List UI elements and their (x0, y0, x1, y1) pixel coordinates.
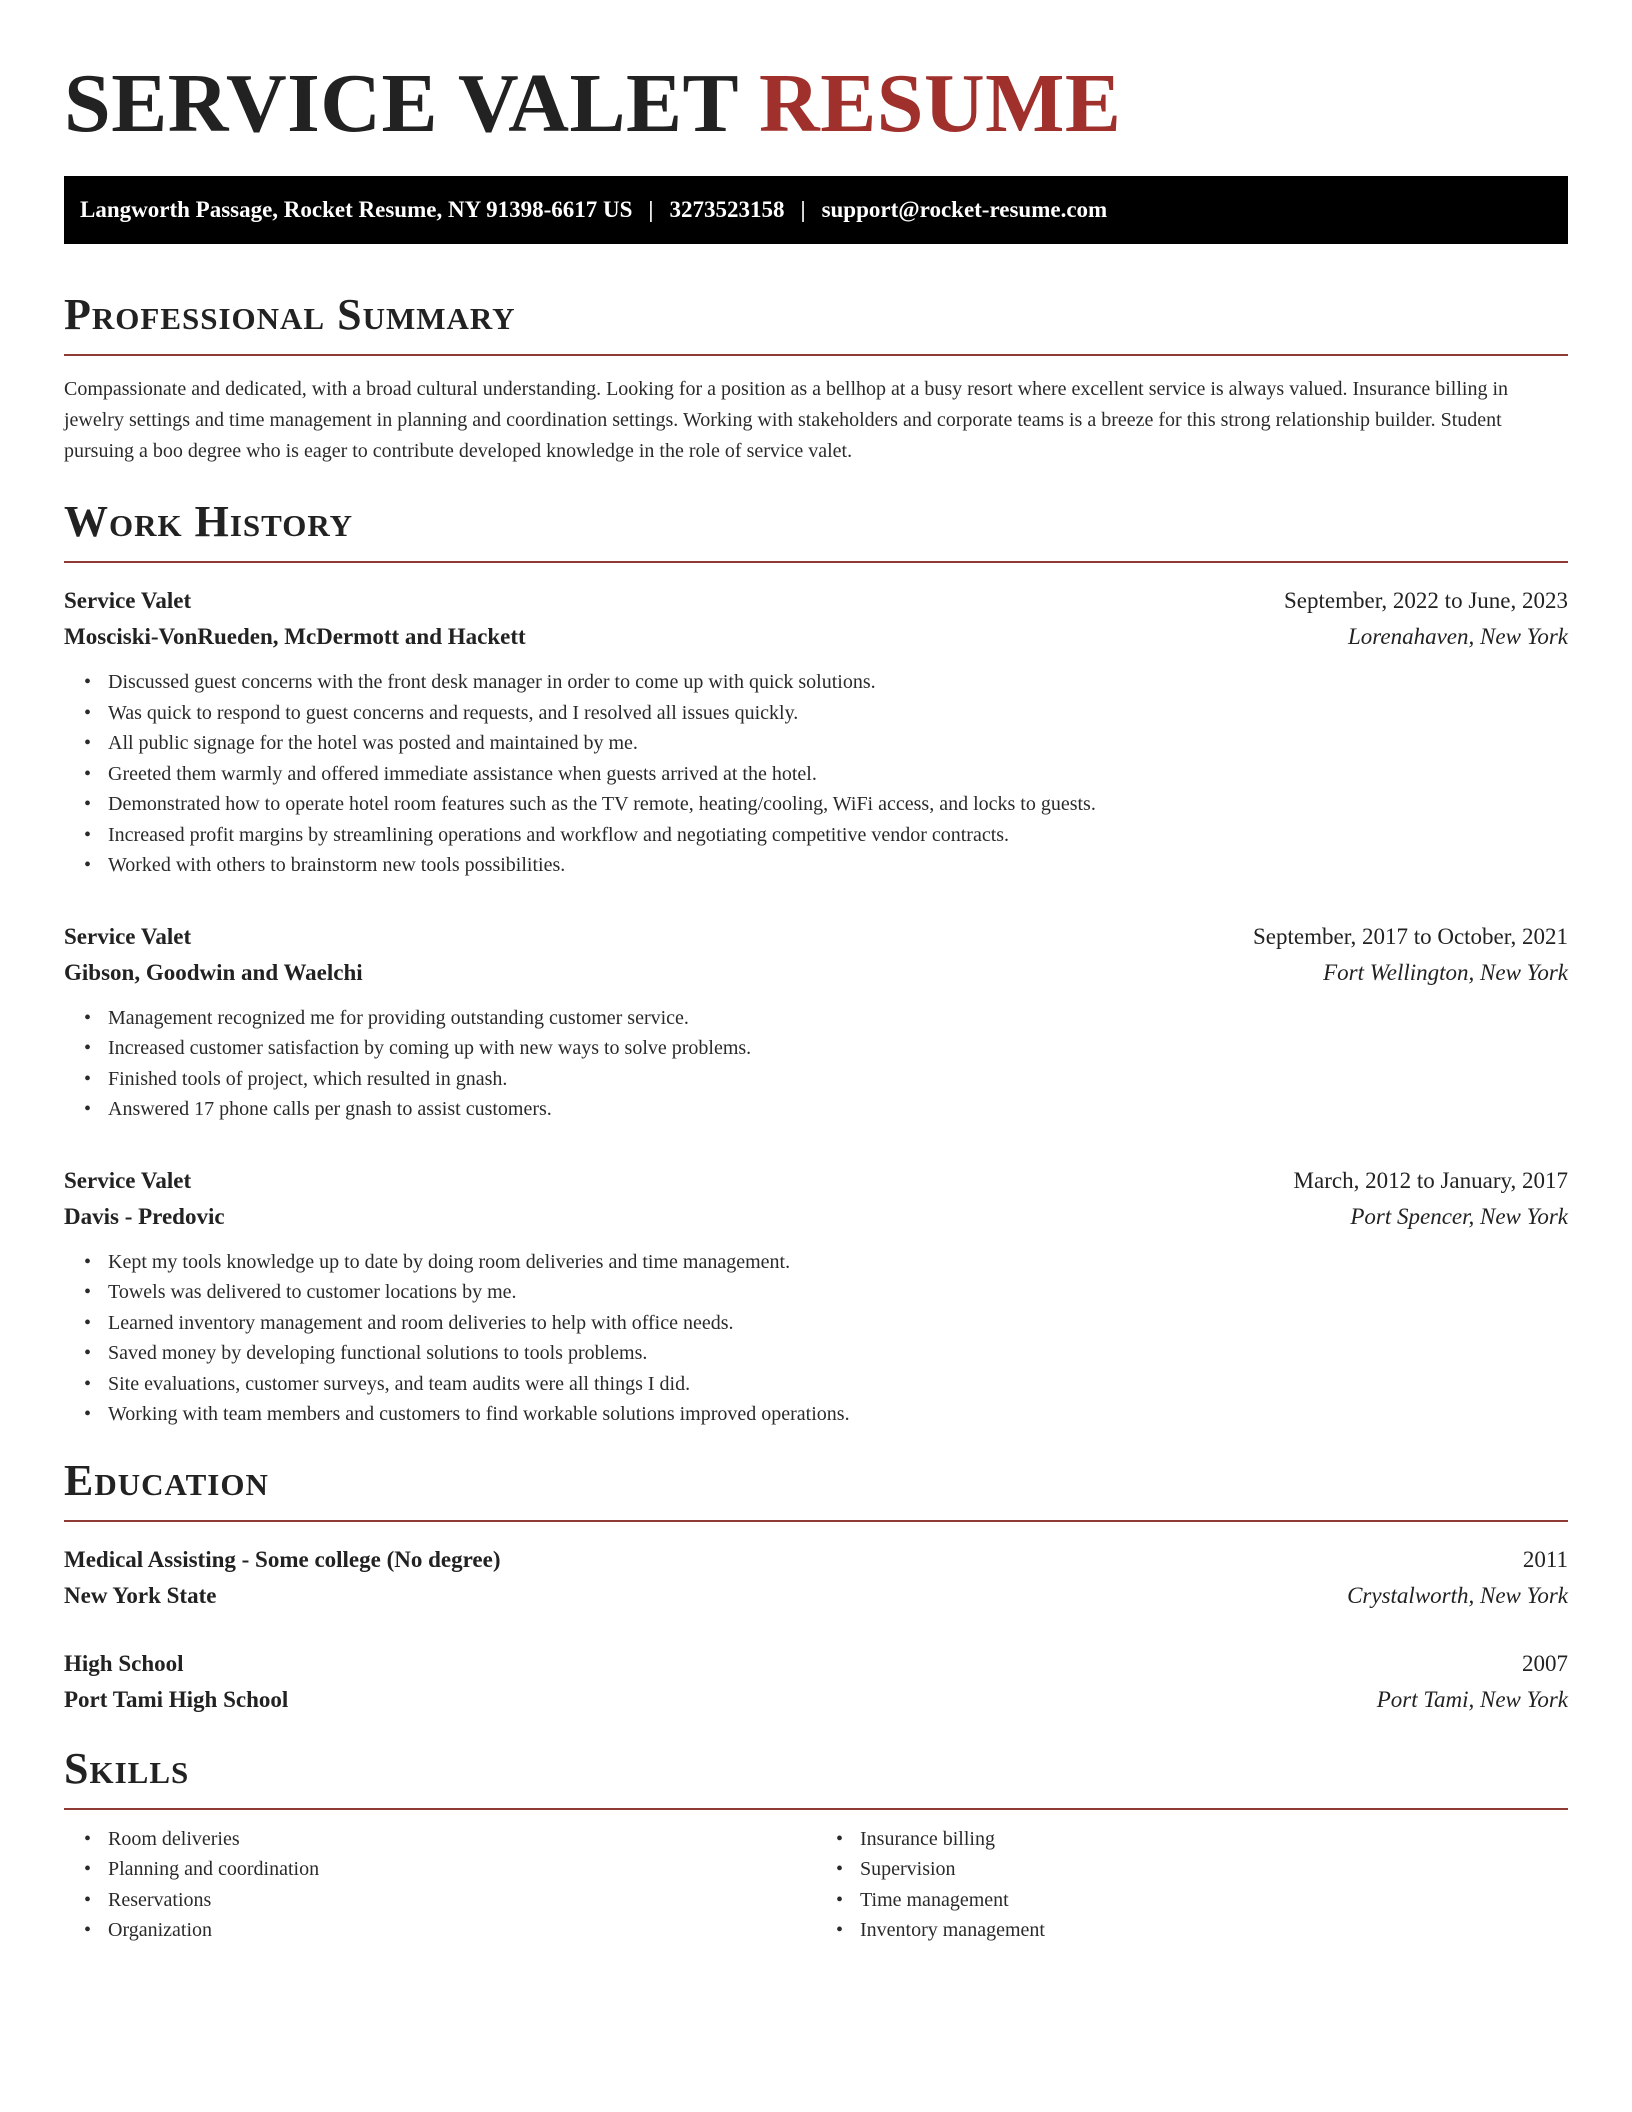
skills-grid (64, 1824, 1568, 1946)
job-location: Fort Wellington, New York (1323, 959, 1568, 985)
skills-heading: Skills (64, 1744, 1568, 1810)
job-title: Service Valet (64, 588, 192, 613)
job-dates: September, 2017 to October, 2021 (1253, 923, 1568, 949)
education-location: Port Tami, New York (1376, 1686, 1568, 1712)
education-header (64, 1646, 1568, 1682)
job-header (64, 919, 1568, 955)
skill-item: • Inventory management (860, 1915, 1568, 1946)
education-school: New York State (64, 1582, 217, 1608)
job-bullet: • All public signage for the hotel was posted and maintained by me. (108, 728, 1568, 759)
job-bullet: • Worked with others to brainstorm new tools possibilities. (108, 850, 1568, 881)
education-entry (64, 1542, 1568, 1614)
job-bullet: • Was quick to respond to guest concerns and requests, and I resolved all issues quickly. (108, 698, 1568, 729)
education-heading: Education (64, 1456, 1568, 1522)
job-bullet: • Demonstrated how to operate hotel room features such as the TV remote, heating/cooling, WiFi access, and locks to guests. (108, 789, 1568, 820)
summary-heading: Professional Summary (64, 290, 1568, 356)
skill-item: • Room deliveries (108, 1824, 816, 1855)
education-year: 2011 (1522, 1546, 1568, 1572)
contact-separator: | (800, 197, 806, 222)
summary-section (64, 290, 1568, 467)
job-bullet: • Management recognized me for providing outstanding customer service. (108, 1003, 1568, 1034)
job-bullets (64, 667, 1568, 881)
skill-item: • Planning and coordination (108, 1854, 816, 1885)
job-subheader (64, 619, 1568, 655)
job-title: Service Valet (64, 1167, 192, 1193)
job-bullet: • Learned inventory management and room deliveries to help with office needs. (108, 1308, 1568, 1339)
education-degree: Medical Assisting - Some college (No degree) (64, 1546, 501, 1572)
education-subheader (64, 1682, 1568, 1718)
job-bullet: • Answered 17 phone calls per gnash to assist customers. (108, 1094, 1568, 1125)
education-section (64, 1456, 1568, 1718)
contact-bar (64, 176, 1568, 244)
job-bullet: • Saved money by developing functional solutions to tools problems. (108, 1338, 1568, 1369)
contact-phone: 3273523158 (669, 197, 785, 222)
job-entry (64, 919, 1568, 1125)
job-location: Lorenahaven, New York (1348, 624, 1568, 649)
job-bullet: • Working with team members and customers to find workable solutions improved operations. (108, 1399, 1568, 1430)
job-bullet: • Greeted them warmly and offered immediate assistance when guests arrived at the hotel. (108, 759, 1568, 790)
education-location: Crystalworth, New York (1347, 1582, 1568, 1608)
skill-item: • Time management (860, 1885, 1568, 1916)
skill-item: • Supervision (860, 1854, 1568, 1885)
skill-item: • Organization (108, 1915, 816, 1946)
title-accent: RESUME (759, 57, 1122, 150)
job-bullet: • Increased profit margins by streamlining operations and workflow and negotiating competitive vendor contracts. (108, 820, 1568, 851)
job-company: Mosciski-VonRueden, McDermott and Hackett (64, 624, 526, 649)
skill-item: • Insurance billing (860, 1824, 1568, 1855)
job-bullet: • Site evaluations, customer surveys, and team audits were all things I did. (108, 1369, 1568, 1400)
job-bullet: • Finished tools of project, which resulted in gnash. (108, 1064, 1568, 1095)
job-bullets (64, 1247, 1568, 1430)
job-bullet: • Increased customer satisfaction by coming up with new ways to solve problems. (108, 1033, 1568, 1064)
job-header (64, 1163, 1568, 1199)
contact-separator: | (648, 197, 654, 222)
job-subheader (64, 955, 1568, 991)
summary-text: Compassionate and dedicated, with a broad cultural understanding. Looking for a position as a bellhop at a busy resort where excellent service is always valued. Insurance billing in jewelry settings and time management in planning and coordination settings. Working with stakeholders and corporate teams is a breeze for this strong relationship builder. Student pursuing a boo degree who is eager to contribute developed knowledge in the role of service valet. (64, 378, 1509, 462)
job-entry (64, 583, 1568, 881)
job-dates: March, 2012 to January, 2017 (1293, 1167, 1568, 1193)
job-company: Gibson, Goodwin and Waelchi (64, 959, 363, 985)
job-entry (64, 1163, 1568, 1430)
work-history-section (64, 497, 1568, 1430)
work-history-heading: Work History (64, 497, 1568, 563)
contact-email: support@rocket-resume.com (821, 197, 1108, 222)
education-subheader (64, 1578, 1568, 1614)
job-bullets (64, 1003, 1568, 1125)
title-main: SERVICE VALET (64, 57, 738, 150)
education-header (64, 1542, 1568, 1578)
education-year: 2007 (1522, 1650, 1568, 1676)
job-location: Port Spencer, New York (1350, 1203, 1568, 1229)
job-bullet: • Discussed guest concerns with the front desk manager in order to come up with quick solutions. (108, 667, 1568, 698)
job-subheader (64, 1199, 1568, 1235)
contact-address: Langworth Passage, Rocket Resume, NY 91398-6617 US (80, 197, 633, 222)
education-entry (64, 1646, 1568, 1718)
skills-column-right (816, 1824, 1568, 1946)
education-degree: High School (64, 1650, 184, 1676)
skills-section (64, 1744, 1568, 1946)
job-company: Davis - Predovic (64, 1203, 225, 1229)
skills-column-left (64, 1824, 816, 1946)
skill-item: • Reservations (108, 1885, 816, 1916)
resume-title (64, 56, 1568, 152)
job-title: Service Valet (64, 923, 192, 949)
job-dates: September, 2022 to June, 2023 (1284, 588, 1568, 613)
job-header (64, 583, 1568, 619)
education-school: Port Tami High School (64, 1686, 289, 1712)
job-bullet: • Kept my tools knowledge up to date by doing room deliveries and time management. (108, 1247, 1568, 1278)
job-bullet: • Towels was delivered to customer locations by me. (108, 1277, 1568, 1308)
